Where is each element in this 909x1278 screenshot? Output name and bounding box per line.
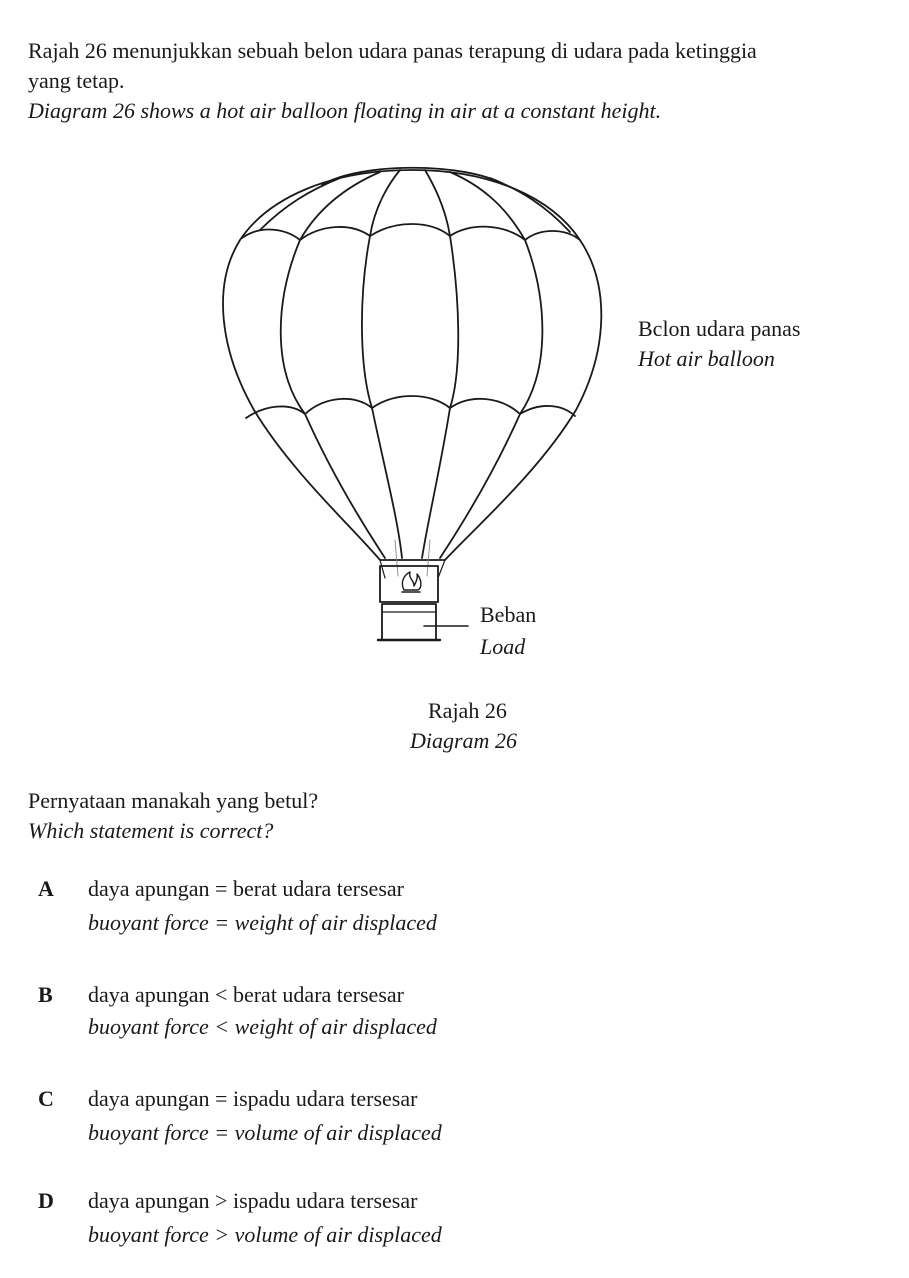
option-d-letter[interactable]: D xyxy=(38,1188,54,1213)
option-c-english: buoyant force = volume of air displaced xyxy=(88,1120,442,1145)
intro-malay-line-1: Rajah 26 menunjukkan sebuah belon udara panas terapung di udara pada ketinggia xyxy=(28,38,757,63)
option-d-english: buoyant force > volume of air displaced xyxy=(88,1222,442,1247)
balloon-envelope-outline xyxy=(223,170,601,560)
option-a-malay: daya apungan = berat udara tersesar xyxy=(88,876,404,901)
hot-air-balloon-diagram xyxy=(205,160,605,660)
load-label-english: Load xyxy=(480,634,526,659)
load-label-malay: Beban xyxy=(480,602,537,627)
burner-frame xyxy=(380,566,438,602)
prompt-malay: Pernyataan manakah yang betul? xyxy=(28,788,319,813)
option-a-english: buoyant force = weight of air displaced xyxy=(88,910,437,935)
basket xyxy=(382,604,436,640)
intro-malay-line-2: yang tetap. xyxy=(28,68,125,93)
option-d-malay: daya apungan > ispadu udara tersesar xyxy=(88,1188,418,1213)
option-b-english: buoyant force < weight of air displaced xyxy=(88,1014,437,1039)
balloon-upper-band xyxy=(242,224,580,240)
option-b-malay: daya apungan < berat udara tersesar xyxy=(88,982,404,1007)
diagram-caption-english: Diagram 26 xyxy=(410,728,517,753)
intro-english: Diagram 26 shows a hot air balloon floating in air at a constant height. xyxy=(28,98,662,123)
prompt-english: Which statement is correct? xyxy=(28,818,274,843)
diagram-caption-malay: Rajah 26 xyxy=(428,698,507,723)
option-a-letter[interactable]: A xyxy=(38,876,54,901)
option-c-malay: daya apungan = ispadu udara tersesar xyxy=(88,1086,418,1111)
balloon-label-english: Hot air balloon xyxy=(638,346,775,371)
option-b-letter[interactable]: B xyxy=(38,982,53,1007)
balloon-label-malay: Bclon udara panas xyxy=(638,316,801,341)
option-c-letter[interactable]: C xyxy=(38,1086,54,1111)
burner-flame-icon xyxy=(402,572,420,590)
